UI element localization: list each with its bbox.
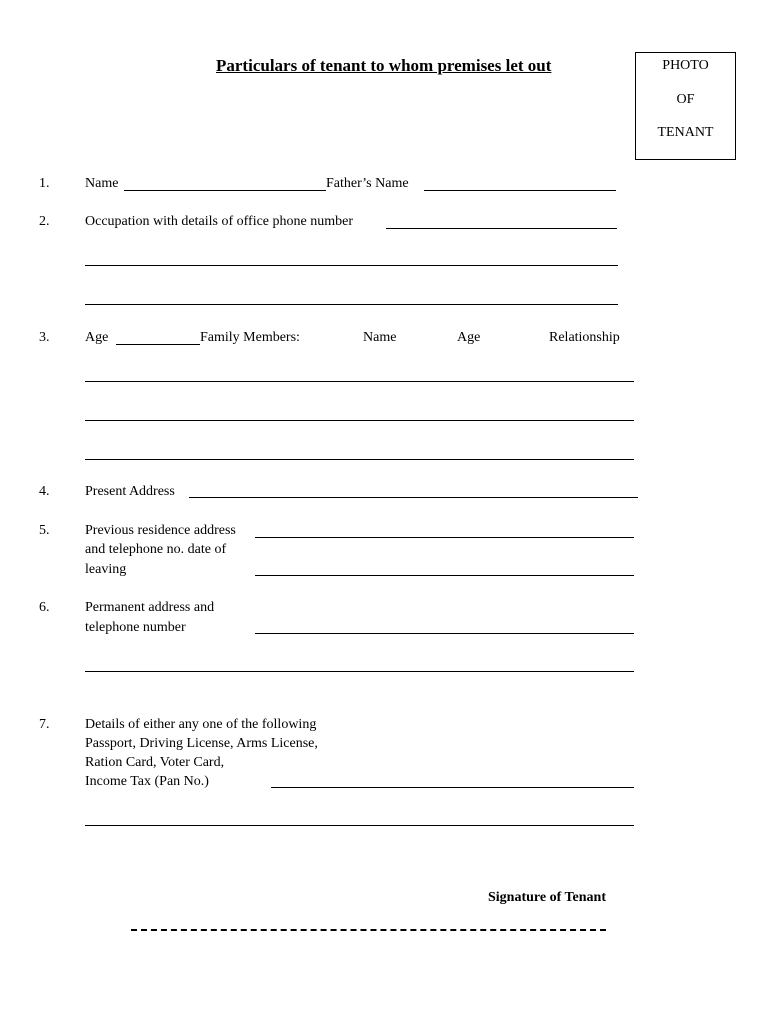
family-col-relationship: Relationship xyxy=(549,330,620,345)
item-3-number: 3. xyxy=(39,330,50,345)
age-field-line[interactable] xyxy=(116,344,200,345)
family-member-line-1[interactable] xyxy=(85,381,634,382)
id-details-label-line4: Income Tax (Pan No.) xyxy=(85,774,209,789)
photo-placeholder-box xyxy=(635,52,736,160)
item-4-number: 4. xyxy=(39,484,50,499)
signature-label: Signature of Tenant xyxy=(488,890,606,905)
permanent-address-field-line-1[interactable] xyxy=(255,633,634,634)
photo-label-line3: TENANT xyxy=(657,125,714,140)
family-member-line-2[interactable] xyxy=(85,420,634,421)
permanent-address-label-line1: Permanent address and xyxy=(85,600,215,615)
form-title: Particulars of tenant to whom premises let out xyxy=(216,56,552,75)
occupation-extra-line-1[interactable] xyxy=(85,265,618,266)
previous-address-label-line1: Previous residence address xyxy=(85,523,236,538)
occupation-extra-line-2[interactable] xyxy=(85,304,618,305)
id-details-field-line-2[interactable] xyxy=(85,825,634,826)
photo-label-line2: OF xyxy=(676,92,695,107)
id-details-label-line2: Passport, Driving License, Arms License, xyxy=(85,736,318,751)
present-address-label: Present Address xyxy=(85,484,175,499)
present-address-field-line[interactable] xyxy=(189,497,638,498)
name-label: Name xyxy=(85,176,119,191)
item-5-number: 5. xyxy=(39,523,50,538)
id-details-label-line3: Ration Card, Voter Card, xyxy=(85,755,225,770)
permanent-address-field-line-2[interactable] xyxy=(85,671,634,672)
family-member-line-3[interactable] xyxy=(85,459,634,460)
item-7-number: 7. xyxy=(39,717,50,732)
item-2-number: 2. xyxy=(39,214,50,229)
occupation-field-line[interactable] xyxy=(386,228,617,229)
occupation-label: Occupation with details of office phone number xyxy=(85,214,353,229)
permanent-address-label-line2: telephone number xyxy=(85,620,186,635)
previous-address-field-line-1[interactable] xyxy=(255,537,634,538)
previous-address-field-line-2[interactable] xyxy=(255,575,634,576)
family-col-age: Age xyxy=(457,330,481,345)
name-field-line[interactable] xyxy=(124,190,326,191)
father-name-field-line[interactable] xyxy=(424,190,616,191)
id-details-field-line-1[interactable] xyxy=(271,787,634,788)
dashed-separator xyxy=(131,929,606,931)
id-details-label-line1: Details of either any one of the following xyxy=(85,717,317,732)
family-members-label: Family Members: xyxy=(200,330,300,345)
previous-address-label-line2: and telephone no. date of xyxy=(85,542,227,557)
item-1-number: 1. xyxy=(39,176,50,191)
age-label: Age xyxy=(85,330,109,345)
item-6-number: 6. xyxy=(39,600,50,615)
previous-address-label-line3: leaving xyxy=(85,562,127,577)
photo-label-line1: PHOTO xyxy=(662,58,709,73)
family-col-name: Name xyxy=(363,330,397,345)
father-name-label: Father’s Name xyxy=(326,176,409,191)
